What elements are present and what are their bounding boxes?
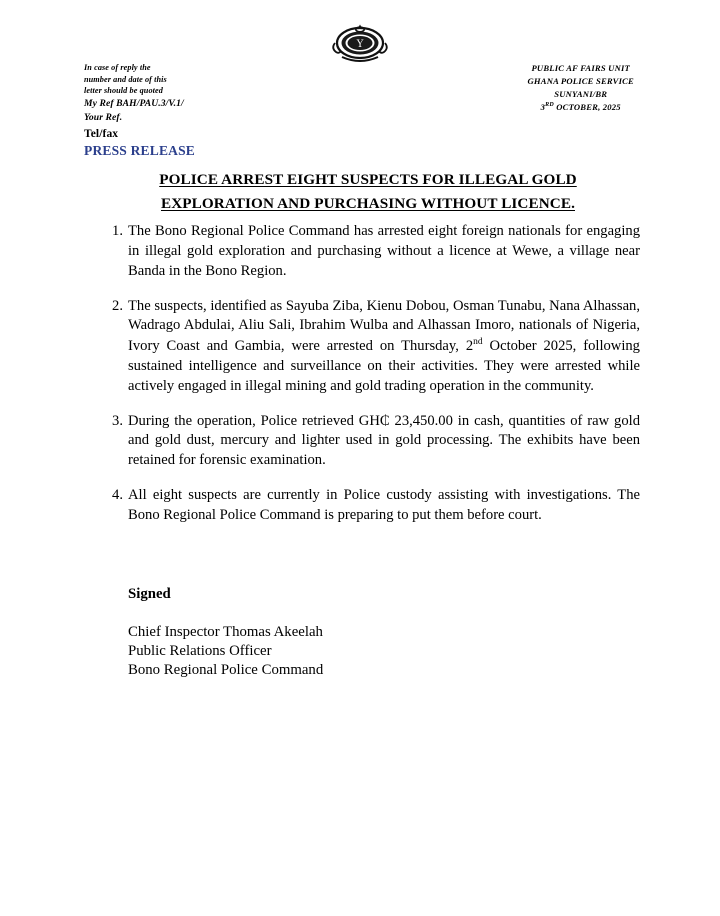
date-month-year: OCTOBER, 2025 xyxy=(553,101,621,112)
signatory-name: Chief Inspector Thomas Akeelah xyxy=(128,624,323,640)
letterhead xyxy=(0,62,720,142)
list-item xyxy=(112,412,640,472)
letterhead-left xyxy=(84,62,184,142)
press-release-label: PRESS RELEASE xyxy=(84,143,196,158)
reply-note-line-2: number and date of this xyxy=(84,74,167,84)
paragraph-text-after: October 2025, following sustained intelligence and surveillance on their activities. They were arrested while actively engaged in illegal mining and gold trading operation in the community. xyxy=(128,338,640,394)
body-paragraph-list xyxy=(84,222,640,541)
svg-text:Y: Y xyxy=(356,39,364,50)
signed-label: Signed xyxy=(128,586,171,602)
paragraph-text: The Bono Regional Police Command has arrested eight foreign nationals for engaging in illegal gold exploration and purchasing without a licence at Wewe, a village near Banda in the Bono Region. xyxy=(128,223,640,279)
ghana-police-crest-icon xyxy=(328,22,392,64)
service-name: GHANA POLICE SERVICE xyxy=(527,75,634,86)
my-ref: My Ref BAH/PAU.3/V.1/ xyxy=(84,97,184,109)
paragraph-text: All eight suspects are currently in Police custody assisting with investigations. The Bono Regional Police Command is preparing to put them before court. xyxy=(128,487,640,523)
unit-name: PUBLIC AF FAIRS UNIT xyxy=(531,63,630,73)
date-ordinal-superscript: nd xyxy=(473,337,483,348)
signatory-role: Public Relations Officer xyxy=(128,643,272,660)
station-name: SUNYANI/BR xyxy=(554,88,608,99)
reply-note-line-3: letter should be quoted xyxy=(84,86,163,96)
tel-fax-label: Tel/fax xyxy=(84,128,119,141)
signature-block xyxy=(128,623,323,680)
date-ordinal: RD xyxy=(545,101,554,108)
signatory-command: Bono Regional Police Command xyxy=(128,662,324,679)
paragraph-number: 3. xyxy=(112,412,123,429)
list-item xyxy=(112,486,640,526)
list-item xyxy=(112,297,640,397)
paragraph-text-before: The suspects, identified as Sayuba Ziba, Kienu Dobou, Osman Tunabu, Nana Alhassan, Wadrago Abdulai, Aliu Sali, Ibrahim Wulba and Alhassan Imoro, nationals of Nigeria, Ivory Coast and Gambia, were arrested on Thursday, 2 xyxy=(128,297,640,355)
paragraph-text: During the operation, Police retrieved GH₵ 23,450.00 in cash, quantities of raw gold and gold dust, mercury and lighter used in gold processing. The exhibits have been retained for forensic examination. xyxy=(128,412,640,469)
title-line-2: EXPLORATION AND PURCHASING WITHOUT LICENCE. xyxy=(160,194,575,212)
your-ref: Your Ref. xyxy=(84,111,123,123)
crest-container xyxy=(0,22,720,64)
title-line-1: POLICE ARREST EIGHT SUSPECTS FOR ILLEGAL GOLD xyxy=(159,171,577,188)
letterhead-right xyxy=(527,62,636,114)
reply-note-line-1: In case of reply the xyxy=(84,63,151,72)
paragraph-number: 4. xyxy=(112,487,123,504)
page-title xyxy=(108,168,628,215)
paragraph-number: 2. xyxy=(112,297,123,314)
date-day: 3 xyxy=(540,101,546,112)
list-item xyxy=(112,222,640,282)
letter-date xyxy=(527,101,634,114)
paragraph-number: 1. xyxy=(112,223,123,239)
